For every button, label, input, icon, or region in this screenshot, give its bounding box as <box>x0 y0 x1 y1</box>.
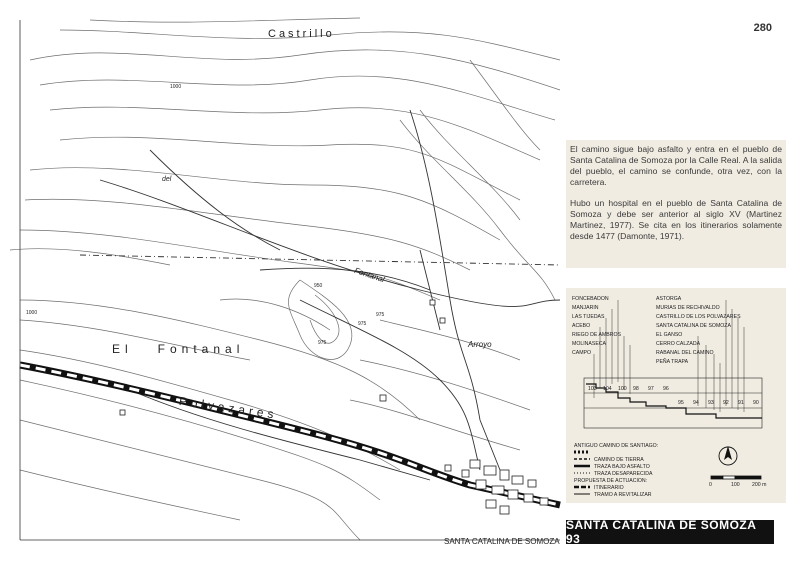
map-label-el-fontanal: El Fontanal <box>112 342 245 356</box>
profile-place-left: MANJARIN <box>572 305 599 311</box>
map-label-arroyo: Arroyo <box>468 340 492 349</box>
profile-place-right: EL GANSO <box>656 332 683 338</box>
profile-segment-number: 97 <box>648 386 654 392</box>
profile-place-right: CASTRILLO DE LOS POLVAZARES <box>656 314 741 320</box>
profile-segment-number: 91 <box>738 400 744 406</box>
scale-bar <box>711 476 761 479</box>
profile-place-right: PEÑA TRAPA <box>656 359 689 365</box>
description-paragraph-1: El camino sigue bajo asfalto y entra en el pueblo de Santa Catalina de Somoza por la Calle Real. A la salida del pueblo, el camino se confunde, otra vez, con la carretera. <box>570 144 782 187</box>
profile-place-left: MOLINASECA <box>572 341 607 347</box>
map-label-santa-catalina: SANTA CATALINA DE SOMOZA <box>444 537 560 546</box>
elevation-label-950: 950 <box>314 283 323 289</box>
profile-line <box>586 384 762 418</box>
legend-symbols <box>574 452 590 494</box>
legend-heading: ANTIGUO CAMINO DE SANTIAGO: <box>574 443 659 449</box>
profile-segment-number: 103 <box>588 386 597 392</box>
profile-segment-number: 100 <box>618 386 627 392</box>
profile-diagram <box>566 288 786 503</box>
roads-and-paths <box>80 110 560 480</box>
map-label-polvazares: Polvazares <box>178 394 279 422</box>
description-paragraph-2: Hubo un hospital en el pueblo de Santa Catalina de Somoza y debe ser anterior al siglo XV (Martinez Martinez, 1977). Se cita en los itinerarios solamente desde 1477 (Damonte, 1971). <box>570 198 782 241</box>
profile-segment-number: 92 <box>723 400 729 406</box>
elevation-label-975-a: 975 <box>358 321 367 327</box>
sheet-title: SANTA CATALINA DE SOMOZA 93 <box>566 520 774 544</box>
elevation-label-975-c: 975 <box>376 312 385 318</box>
scale-label-0: 0 <box>709 482 712 488</box>
profile-place-left: ACEBO <box>572 323 591 329</box>
map-label-castrillo: Castrillo <box>268 28 335 40</box>
profile-segment-number: 93 <box>708 400 714 406</box>
proposal-item: ITINERARIO <box>594 485 624 491</box>
legend-item: TRAZA BAJO ASFALTO <box>594 464 650 470</box>
legend-item: TRAZA DESAPARECIDA <box>594 471 653 477</box>
profile-segment-number: 98 <box>633 386 639 392</box>
map-label-del: del <box>162 176 172 183</box>
page-number: 280 <box>753 22 772 34</box>
profile-place-right: SANTA CATALINA DE SOMOZA <box>656 323 731 329</box>
elevation-label-975-b: 975 <box>318 340 327 346</box>
description-panel <box>566 140 786 268</box>
north-arrow-icon <box>719 446 737 465</box>
profile-segment-number: 96 <box>663 386 669 392</box>
profile-segment-number: 90 <box>753 400 759 406</box>
proposal-item: TRAMO A REVITALIZAR <box>594 492 652 498</box>
legend-panel <box>566 288 786 503</box>
profile-place-right: MURIAS DE RECHIVALDO <box>656 305 720 311</box>
profile-place-left: LAS TIJEDAS <box>572 314 605 320</box>
map-label-fontanal-stream: Fontanal <box>353 266 386 285</box>
profile-segment-number: 104 <box>603 386 612 392</box>
profile-place-left: CAMPO <box>572 350 592 356</box>
legend-item: CAMINO DE TIERRA <box>594 457 644 463</box>
proposal-heading: PROPUESTA DE ACTUACION: <box>574 478 648 484</box>
profile-segment-number: 95 <box>678 400 684 406</box>
scale-label-100: 100 <box>731 482 740 488</box>
elevation-label-1000-top: 1000 <box>170 84 182 90</box>
elevation-label-1000-left: 1000 <box>26 310 38 316</box>
profile-place-right: RABANAL DEL CAMINO <box>656 350 714 356</box>
scale-label-200: 200 m <box>752 482 767 488</box>
profile-place-left: FONCEBADON <box>572 296 609 302</box>
profile-place-right: CERRO CALZADA <box>656 341 701 347</box>
profile-place-right: ASTORGA <box>656 296 682 302</box>
profile-place-left: RIEGO DE AMBROS <box>572 332 622 338</box>
profile-segment-number: 94 <box>693 400 699 406</box>
